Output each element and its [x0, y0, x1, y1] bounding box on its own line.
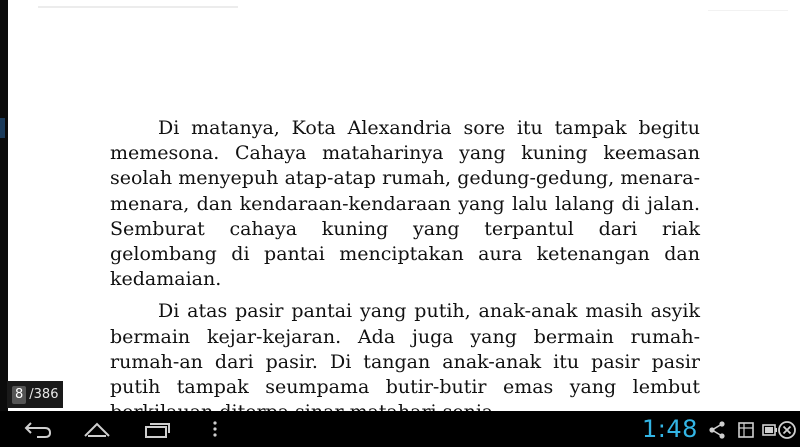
top-divider-right [708, 10, 788, 11]
reader-page[interactable] [8, 0, 800, 411]
status-clock: 1:48 [642, 415, 698, 443]
menu-button[interactable] [205, 415, 225, 443]
screenshot-icon[interactable] [736, 420, 756, 440]
page-counter[interactable] [7, 381, 63, 408]
page-text [110, 116, 700, 425]
recent-apps-icon [142, 419, 172, 439]
total-pages: /386 [29, 387, 59, 402]
current-page: 8 [12, 386, 26, 404]
menu-dots-icon [210, 419, 220, 439]
share-icon[interactable] [707, 420, 727, 440]
paragraph-2: Di atas pasir pantai yang putih, anak-anak masih asyik bermain kejar-kejaran. Ada juga yang bermain rumah-rumah-an dari pasir. Di tangan anak-anak itu pasir pasir putih tampak seumpama butir-butir emas yang lembut [110, 300, 700, 399]
left-edge [0, 0, 8, 411]
home-icon [82, 419, 112, 439]
top-divider [38, 6, 238, 8]
back-button[interactable] [20, 415, 56, 443]
system-navbar [0, 411, 800, 447]
back-icon [23, 419, 53, 439]
paragraph-1: Di matanya, Kota Alexandria sore itu tampak begitu memesona. Cahaya mataharinya yang kuning keemasan seolah menyepuh atap-atap rumah, gedung-gedung, menara-menara, dan kendaraan-kendaraan yang lalu lalang di jalan. Semburat cahaya kuning yang terpantul dari riak gelombang di pantai menciptakan aura ketenangan dan kedamaian. [110, 117, 700, 291]
close-icon[interactable] [777, 420, 797, 440]
left-edge-mark [0, 118, 5, 138]
home-button[interactable] [80, 415, 114, 443]
recent-apps-button[interactable] [140, 415, 174, 443]
